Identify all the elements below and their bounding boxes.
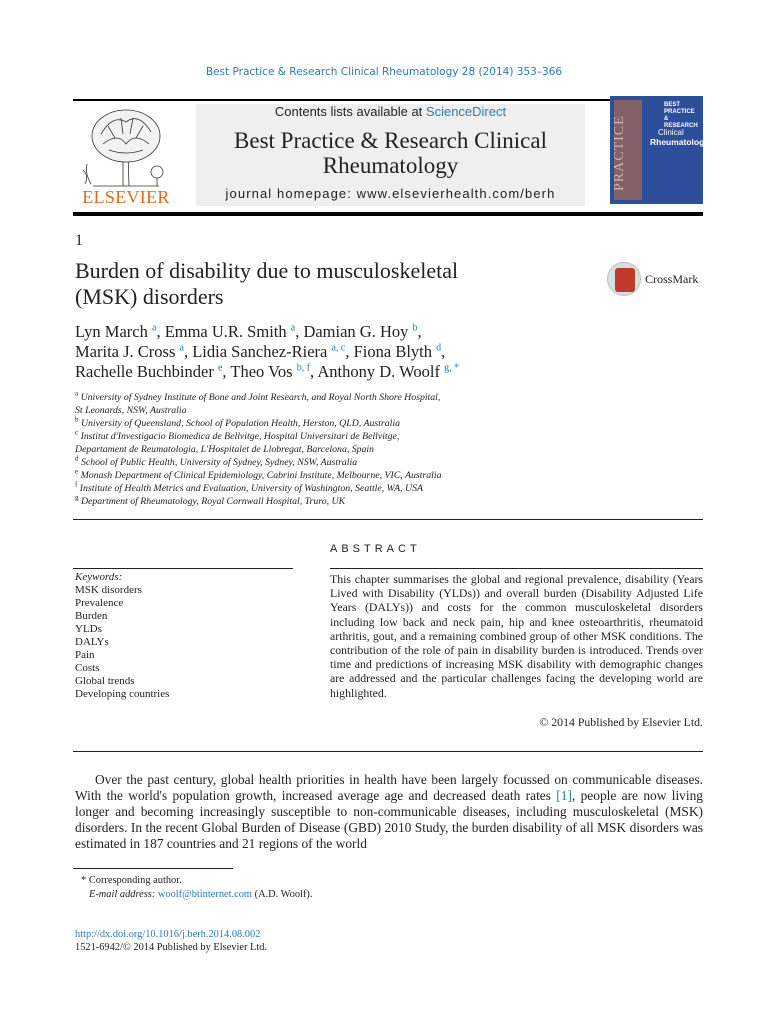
affiliation-text: School of Public Health, University of Sydney, Sydney, NSW, Australia (80, 457, 358, 468)
cover-clinical: Clinical (658, 128, 684, 137)
author-name: Damian G. Hoy (303, 322, 409, 341)
email-note (75, 888, 475, 902)
cover-masthead (664, 102, 703, 130)
corresponding-author-note (75, 874, 475, 888)
article-title (75, 258, 575, 310)
author-separator: , (345, 342, 354, 361)
doi-link[interactable]: http://dx.doi.org/10.1016/j.berh.2014.08.002 (75, 929, 261, 940)
author-name: Theo Vos (230, 362, 293, 381)
keyword-item: Burden (75, 610, 108, 622)
affiliation-key: g (75, 493, 79, 502)
author-name: Rachelle Buchbinder (75, 362, 214, 381)
affiliation-item (75, 482, 595, 495)
footnote-mark: * (81, 875, 87, 886)
author-line (75, 342, 575, 362)
abstract-heading: ABSTRACT (330, 543, 421, 555)
keywords-rule (73, 568, 293, 569)
author-name: Emma U.R. Smith (164, 322, 287, 341)
affiliation-text: Department of Rheumatology, Royal Cornwall Hospital, Truro, UK (80, 496, 346, 507)
affiliation-key: d (75, 454, 79, 463)
affiliation-key: e (75, 467, 79, 476)
journal-homepage[interactable]: journal homepage: www.elsevierhealth.com/berh (225, 186, 556, 201)
footnote-rule (73, 868, 233, 869)
section-divider (73, 519, 703, 520)
affiliation-list (75, 391, 595, 508)
author-separator: , (441, 342, 446, 361)
journal-title-line: Rheumatology (322, 153, 459, 178)
keywords-label: Keywords: (75, 571, 123, 583)
keyword-item: Global trends (75, 675, 135, 687)
keyword-item: MSK disorders (75, 584, 142, 596)
author-affiliation-link[interactable]: b (412, 322, 418, 334)
cover-side-text: PRACTICE (612, 115, 627, 191)
keyword-item: Pain (75, 649, 95, 661)
email-label: E-mail address: (89, 889, 158, 900)
footnotes (75, 874, 475, 902)
tree-icon (73, 104, 179, 188)
author-line (75, 362, 575, 382)
email-suffix: (A.D. Woolf). (252, 889, 313, 900)
author-affiliation-link[interactable]: d (436, 342, 442, 354)
banner-top-rule (73, 99, 703, 101)
affiliation-key: b (75, 415, 79, 424)
journal-title-line: Best Practice & Research Clinical (234, 128, 547, 153)
author-list (75, 322, 575, 382)
affiliation-key: a (75, 389, 79, 398)
affiliation-text: University of Sydney Institute of Bone and Joint Research, and Royal North Shore Hospital, (80, 392, 441, 403)
article-title-line: (MSK) disorders (75, 284, 224, 309)
footnote-text: Corresponding author. (88, 875, 182, 886)
affiliation-key: c (75, 428, 79, 437)
author-affiliation-link[interactable]: a (151, 322, 157, 334)
author-name: Marita J. Cross (75, 342, 176, 361)
elsevier-logo-text: ELSEVIER (82, 187, 170, 207)
author-affiliation-link[interactable]: b, f (296, 362, 311, 374)
author-separator: , (222, 362, 231, 381)
cover-research: & RESEARCH (664, 116, 698, 129)
author-separator: , (183, 342, 193, 361)
affiliation-text: Institut d'Investigacio Biomedica de Bellvitge, Hospital Universitari de Bellvitge, (80, 431, 400, 442)
journal-citation-link[interactable]: Best Practice & Research Clinical Rheumatology 28 (2014) 353–366 (205, 66, 563, 78)
abstract-copyright: © 2014 Published by Elsevier Ltd. (539, 715, 703, 729)
reference-link[interactable]: [1] (556, 788, 572, 804)
contents-available-line (196, 104, 585, 119)
author-affiliation-link[interactable]: e (217, 362, 223, 374)
affiliation-key: f (75, 480, 78, 489)
affiliation-text: University of Queensland, School of Population Health, Herston, QLD, Australia (80, 418, 400, 429)
affiliation-item (75, 430, 595, 443)
affiliation-text: Departament de Reumatologia, L'Hospitalet de Llobregat, Barcelona, Spain (75, 444, 375, 455)
cover-practice: PRACTICE (664, 109, 695, 115)
author-name: Anthony D. Woolf (317, 362, 440, 381)
crossmark-badge[interactable] (607, 262, 707, 298)
affiliation-item (75, 391, 595, 404)
keyword-item: DALYs (75, 636, 109, 648)
keywords-block (75, 571, 295, 701)
contents-prefix: Contents lists available at (274, 104, 426, 119)
banner-bottom-rule (73, 212, 703, 216)
body-text-part: Over the past century, global health priorities in health have been largely focussed on communicable diseases. With the world's population growth, increased average age and decreased death rates (75, 772, 703, 804)
affiliation-item (75, 404, 595, 417)
keyword-item: Prevalence (75, 597, 124, 609)
article-number: 1 (75, 232, 83, 249)
author-name: Fiona Blyth (353, 342, 433, 361)
crossmark-icon (607, 262, 641, 296)
abstract-text: This chapter summarises the global and regional prevalence, disability (Years Lived with Disability (YLDs)) and overall burden (Disability Adjusted Life Years (DALYs)) and costs for the common musculoskeletal disorders including low back and neck pain, hip and knee osteoarthritis, rheumatoid arthritis, gout, and a remaining combined group of other MSK conditions. The contribution of the role of pain in disability burden is introduced. Trends over time and predictions of increasing MSK disability with demographic changes are addressed and the particular challenges facing the developing world are highlighted. (330, 572, 703, 700)
affiliation-item (75, 469, 595, 482)
affiliation-item (75, 495, 595, 508)
journal-title (196, 128, 585, 178)
issn-line: 1521-6942/© 2014 Published by Elsevier Ltd. (75, 942, 268, 953)
author-affiliation-link[interactable]: a (290, 322, 296, 334)
body-paragraph (75, 772, 703, 852)
doi-block (75, 928, 475, 954)
cover-best: BEST (664, 102, 681, 108)
affiliation-text: Monash Department of Clinical Epidemiology, Cabrini Institute, Melbourne, VIC, Australia (80, 470, 442, 481)
author-separator: , (156, 322, 165, 341)
keyword-item: Costs (75, 662, 100, 674)
affiliation-text: St Leonards, NSW, Australia (75, 405, 187, 416)
author-affiliation-link[interactable]: a, c (331, 342, 346, 354)
journal-cover-thumbnail (610, 96, 710, 204)
author-separator: , (295, 322, 304, 341)
author-line (75, 322, 575, 342)
crossmark-label: CrossMark (645, 272, 699, 286)
keyword-item: Developing countries (75, 688, 170, 700)
article-title-line: Burden of disability due to musculoskeletal (75, 258, 459, 283)
author-affiliation-link[interactable]: a (179, 342, 184, 354)
author-affiliation-link[interactable]: g, * (444, 362, 460, 374)
email-link[interactable]: woolf@btinternet.com (157, 889, 253, 900)
author-separator: , (310, 362, 318, 381)
affiliation-item (75, 443, 595, 456)
cover-rheumatology: Rheumatology (650, 137, 710, 147)
author-separator: , (417, 322, 422, 341)
sciencedirect-link[interactable]: ScienceDirect (425, 104, 507, 119)
author-name: Lyn March (75, 322, 148, 341)
body-text-part: , people are now living longer and becoming increasingly susceptible to non-communicable diseases, including musculoskeletal (MSK) disorders. In the recent Global Burden of Disease (GBD) 2010 Study, the burden disability of all MSK disorders was estimated in 187 countries and 21 regions of the world (75, 788, 703, 852)
affiliation-text: Institute of Health Metrics and Evaluation, University of Washington, Seattle, WA, USA (79, 483, 423, 494)
affiliation-item (75, 417, 595, 430)
author-name: Lidia Sanchez-Riera (192, 342, 328, 361)
keyword-item: YLDs (75, 623, 102, 635)
affiliation-item (75, 456, 595, 469)
section-divider (73, 751, 703, 752)
abstract-rule (330, 568, 703, 569)
